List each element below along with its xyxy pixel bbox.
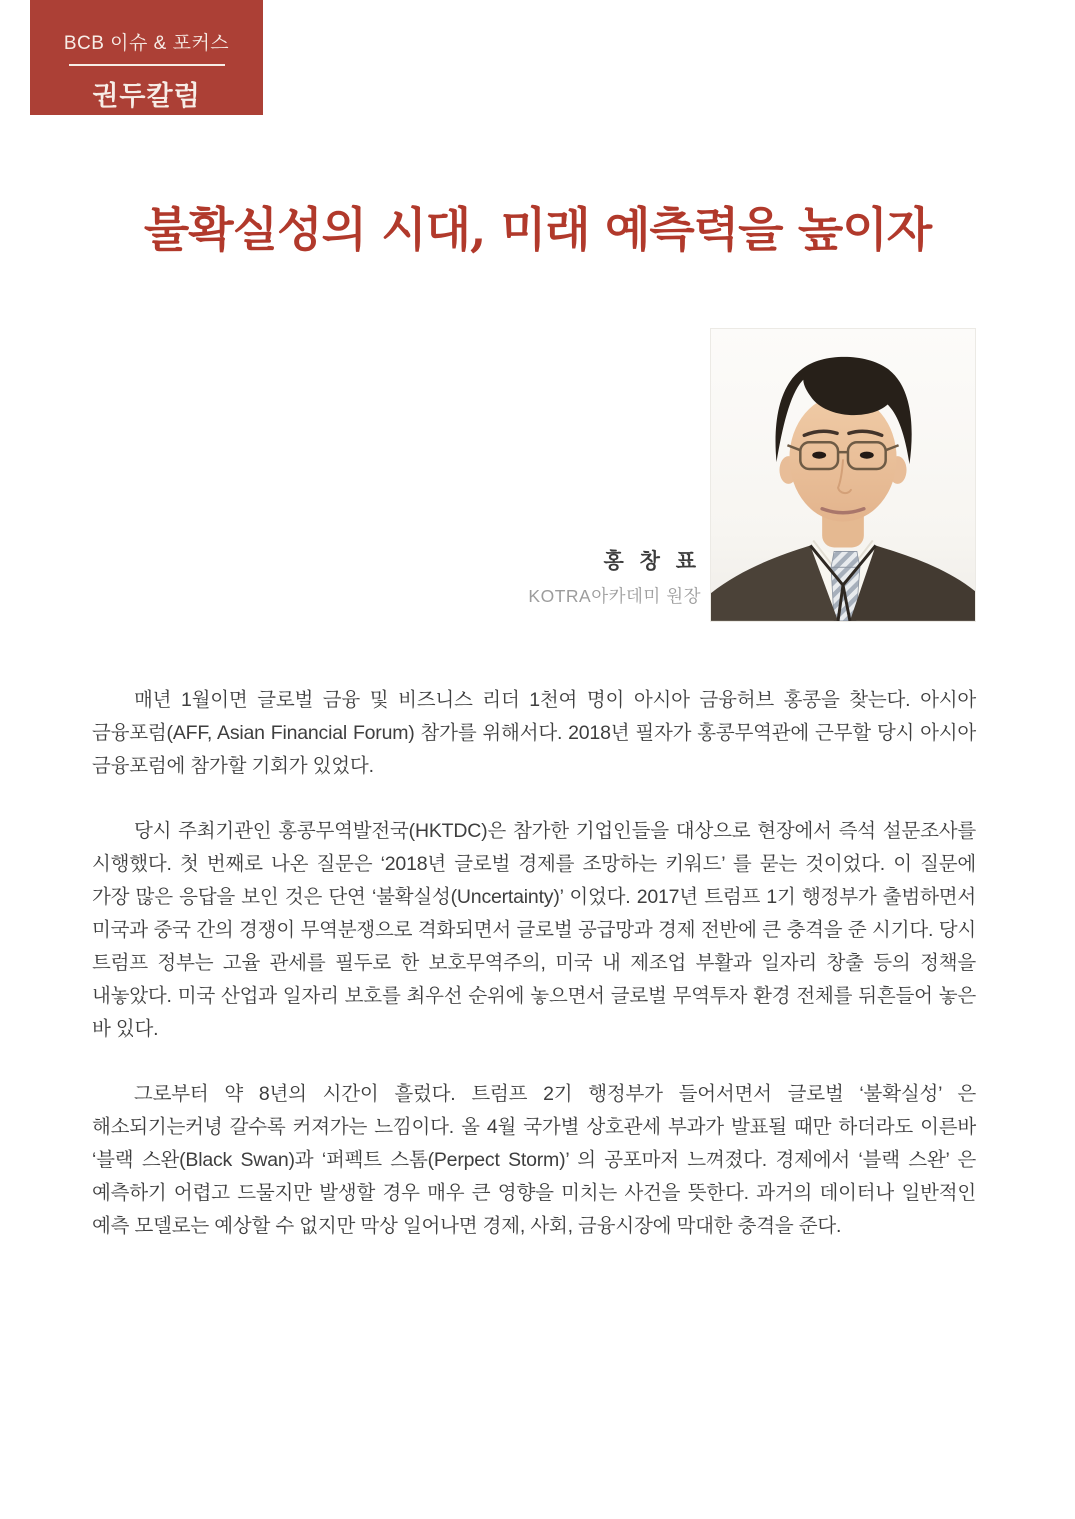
author-photo-row [92, 328, 976, 622]
portrait-photo [710, 328, 976, 622]
author-name: 홍 창 표 [603, 550, 701, 573]
badge-column-label: 권두칼럼 [92, 81, 201, 111]
portrait-illustration [711, 329, 975, 621]
paragraph-3: 그로부터 약 8년의 시간이 흘렀다. 트럼프 2기 행정부가 들어서면서 글로벌 ‘불확실성’ 은 해소되기는커녕 갈수록 커져가는 느낌이다. 올 4월 국가별 상호관세 부과가 발표될 때만 하더라도 이른바 ‘블랙 스완(Black Swan)과 ‘퍼펙트 스톰(Perpect Storm)’ 의 공포마저 느껴졌다. 경제에서 ‘블랙 스완’ 은 예측하기 어렵고 드물지만 발생할 경우 매우 큰 영향을 미치는 사건을 뜻한다. 과거의 데이터나 일반적인 예측 모델로는 예상할 수 없지만 막상 일어나면 경제, 사회, 금융시장에 막대한 충격을 준다. [92, 1083, 976, 1237]
article-title: 불확실성의 시대, 미래 예측력을 높이자 [143, 203, 932, 258]
section-badge [30, 0, 263, 115]
author-role: KOTRA아카데미 원장 [528, 586, 701, 606]
author-info [528, 545, 701, 622]
badge-divider [69, 64, 225, 66]
paragraph-2: 당시 주최기관인 홍콩무역발전국(HKTDC)은 참가한 기업인들을 대상으로 현장에서 즉석 설문조사를 시행했다. 첫 번째로 나온 질문은 ‘2018년 글로벌 경제를 조망하는 키워드’ 를 묻는 것이었다. 이 질문에 가장 많은 응답을 보인 것은 단연 ‘불확실성(Uncertainty)’ 이었다. 2017년 트럼프 1기 행정부가 출범하면서 미국과 중국 간의 경쟁이 무역분쟁으로 격화되면서 글로벌 공급망과 경제 전반에 큰 충격을 준 시기다. 당시 트럼프 정부는 고율 관세를 필두로 한 보호무역주의, 미국 내 제조업 부활과 일자리 창출 등의 정책을 내놓았다. 미국 산업과 일자리 보호를 최우선 순위에 놓으면서 글로벌 무역투자 환경 전체를 뒤흔들어 놓은 바 있다. [92, 820, 976, 1040]
paragraph-1: 매년 1월이면 글로벌 금융 및 비즈니스 리더 1천여 명이 아시아 금융허브 홍콩을 찾는다. 아시아 금융포럼(AFF, Asian Financial Forum) 참가를 위해서다. 2018년 필자가 홍콩무역관에 근무할 당시 아시아 금융포럼에 참가할 기회가 있었다. [92, 689, 976, 777]
article-body [92, 684, 976, 1243]
badge-section-label: BCB 이슈 & 포커스 [63, 33, 230, 54]
